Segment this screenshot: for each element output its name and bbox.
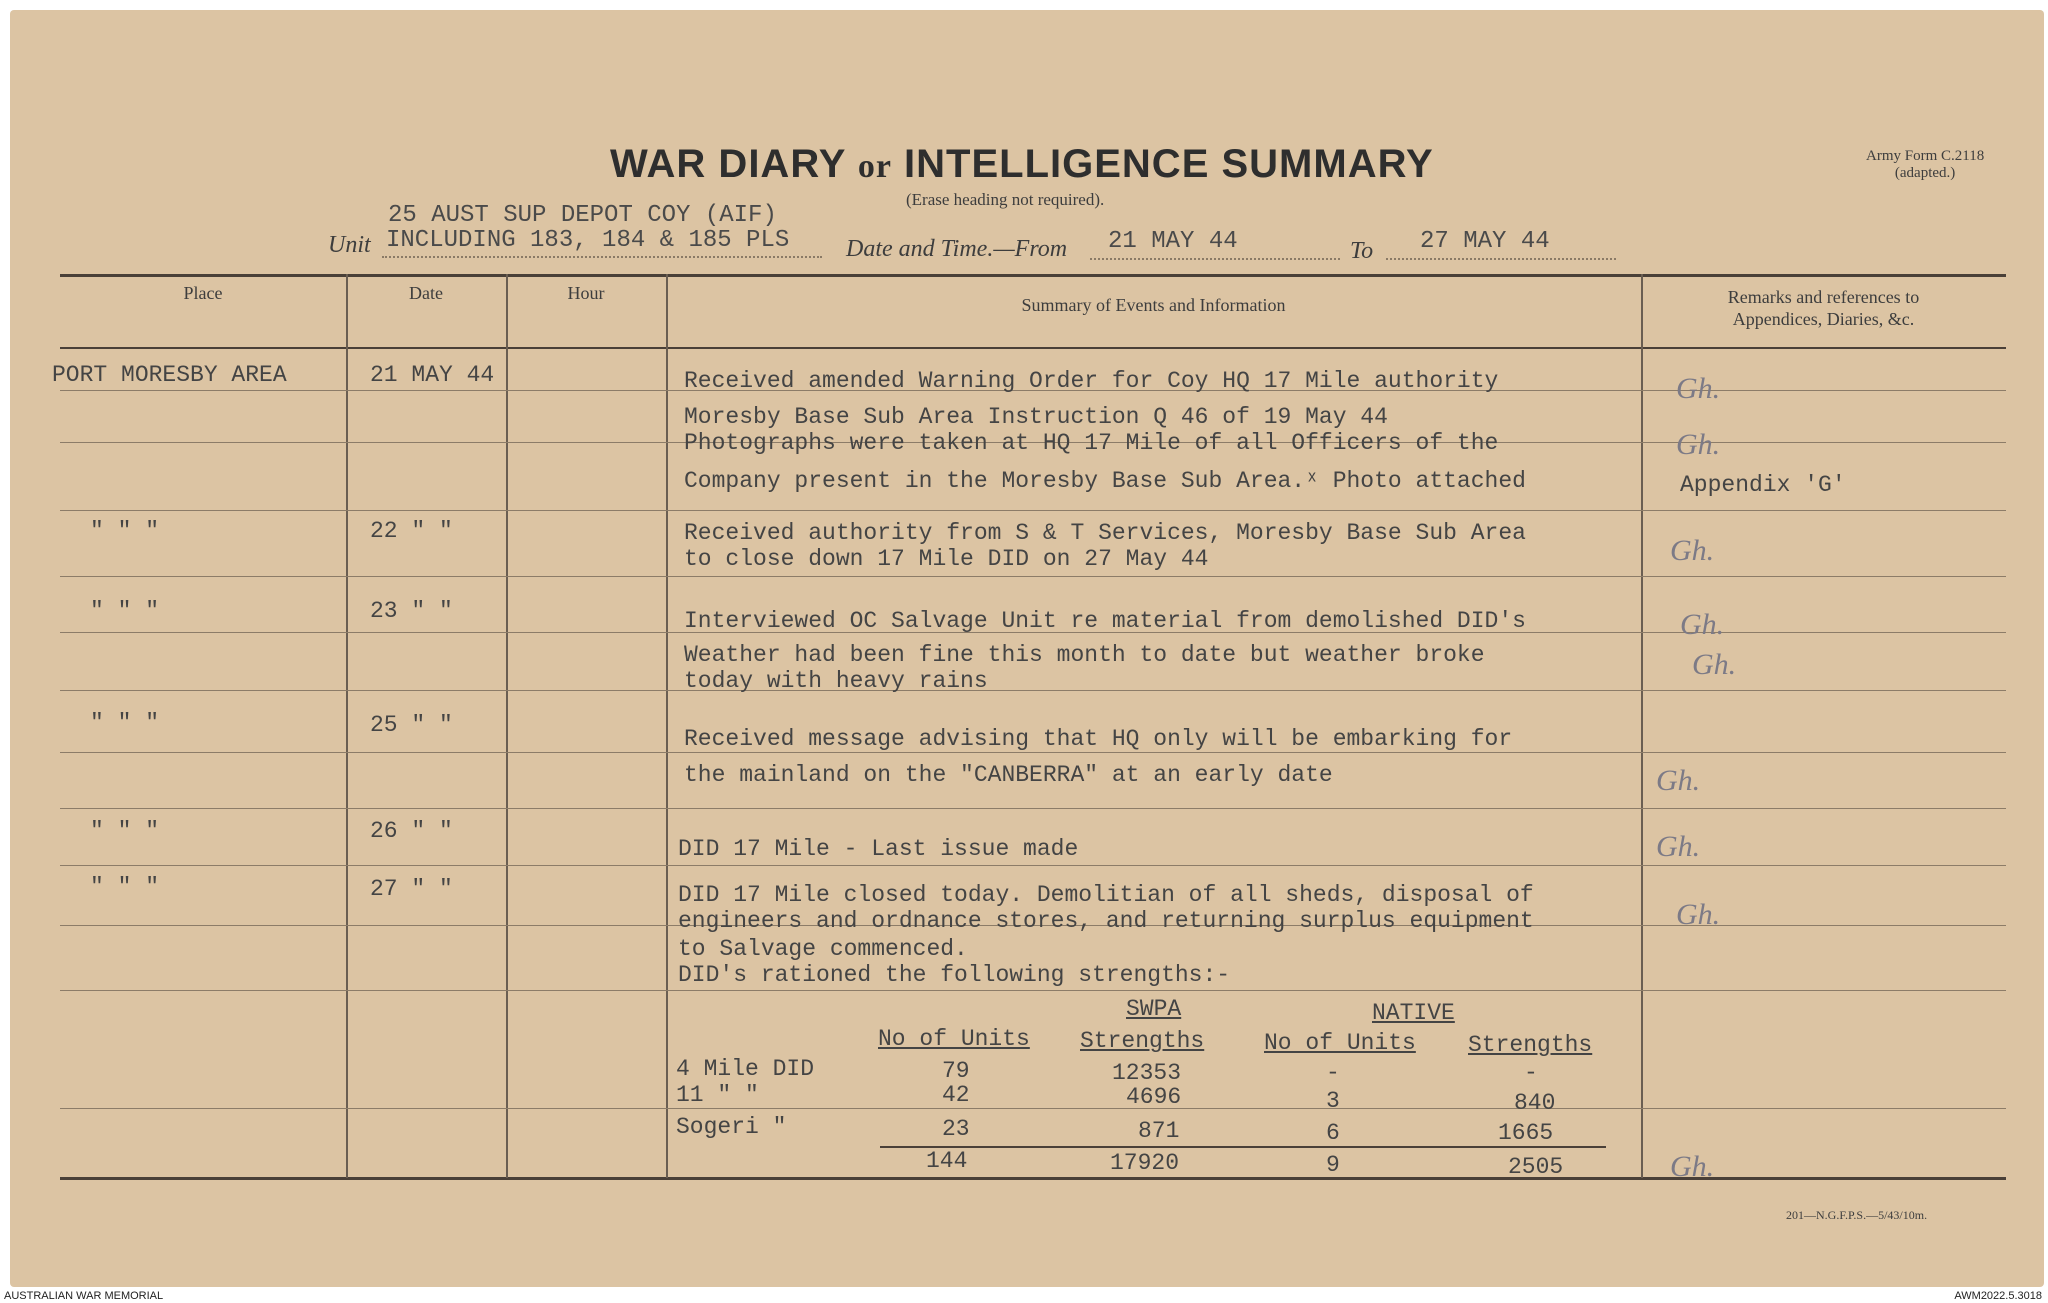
col-divider-place <box>346 274 348 1178</box>
strength-row-name: 11 " " <box>676 1082 759 1108</box>
date-to-label: To <box>1350 238 1374 264</box>
header-remarks-line2: Appendices, Diaries, &c. <box>1732 309 1915 329</box>
army-form-number <box>1866 148 1984 182</box>
date-from-dotted-line <box>1090 258 1340 260</box>
strength-row-native-strengths: 1665 <box>1498 1120 1554 1146</box>
date-to-value: 27 MAY 44 <box>1420 228 1550 255</box>
strength-row-native-units: - <box>1326 1060 1340 1086</box>
entry-text: Weather had been fine this month to date but weather broke <box>684 642 1485 668</box>
strength-row-units: 79 <box>942 1058 970 1084</box>
entry-text: DID 17 Mile closed today. Demolitian of all sheds, disposal of <box>678 882 1534 908</box>
strength-row-native-strengths: 840 <box>1514 1090 1556 1116</box>
initials-signature: Gh. <box>1676 428 1721 461</box>
strength-row-native-units: 6 <box>1326 1120 1340 1146</box>
initials-signature: Gh. <box>1656 764 1701 797</box>
initials-signature: Gh. <box>1670 534 1715 567</box>
title-intelligence-summary: INTELLIGENCE SUMMARY <box>904 142 1434 186</box>
entry-text: Interviewed OC Salvage Unit re material from demolished DID's <box>684 608 1526 634</box>
strength-row-name: Sogeri " <box>676 1114 787 1140</box>
army-form-line1: Army Form C.2118 <box>1866 148 1985 164</box>
place-ditto: " " " <box>90 518 160 544</box>
initials-signature: Gh. <box>1656 830 1701 863</box>
strength-row-strengths: 871 <box>1138 1118 1180 1144</box>
col-native-strengths: Strengths <box>1468 1032 1593 1058</box>
strength-row-native-strengths: - <box>1524 1060 1538 1086</box>
initials-signature: Gh. <box>1680 608 1725 641</box>
date-23: 23 " " <box>370 598 453 624</box>
header-place: Place <box>183 283 223 303</box>
row-line <box>60 865 2006 866</box>
row-line <box>60 510 2006 511</box>
row-line <box>60 1108 2006 1109</box>
entry-text: Moresby Base Sub Area Instruction Q 46 of 19 May 44 <box>684 404 1388 430</box>
entry-text: Photographs were taken at HQ 17 Mile of all Officers of the <box>684 430 1499 456</box>
date-to-dotted-line <box>1386 258 1616 260</box>
header-remarks-line1: Remarks and references to <box>1727 287 1920 307</box>
entry-text: Received amended Warning Order for Coy HQ 17 Mile authority <box>684 368 1499 394</box>
title-war-diary: WAR DIARY <box>610 142 846 186</box>
date-22: 22 " " <box>370 518 453 544</box>
header-hour: Hour <box>567 283 605 303</box>
row-line <box>60 990 2006 991</box>
total-units: 144 <box>926 1148 968 1174</box>
place-ditto: " " " <box>90 710 160 736</box>
entry-text: Received message advising that HQ only will be embarking for <box>684 726 1513 752</box>
row-line <box>60 690 2006 691</box>
date-26: 26 " " <box>370 818 453 844</box>
strength-row-units: 42 <box>942 1082 970 1108</box>
army-form-line2: (adapted.) <box>1894 165 1956 181</box>
place-port-moresby: PORT MORESBY AREA <box>52 362 287 388</box>
war-diary-sheet <box>10 10 2044 1287</box>
group-native: NATIVE <box>1372 1000 1455 1026</box>
row-line <box>60 752 2006 753</box>
table-top-rule <box>60 274 2006 277</box>
date-from-label: Date and Time.—From <box>846 236 1068 262</box>
entry-text: DID 17 Mile - Last issue made <box>678 836 1079 862</box>
strength-row-native-units: 3 <box>1326 1088 1340 1114</box>
form-title <box>610 142 1434 187</box>
strength-row-strengths: 4696 <box>1126 1084 1182 1110</box>
date-21-may: 21 MAY 44 <box>370 362 495 388</box>
printer-note: 201—N.G.F.P.S.—5/43/10m. <box>1786 1208 1928 1222</box>
total-rule <box>880 1146 1606 1148</box>
total-native-units: 9 <box>1326 1152 1340 1178</box>
header-remarks <box>1641 286 2006 330</box>
col-swpa-units: No of Units <box>878 1026 1030 1052</box>
header-date: Date <box>409 283 443 303</box>
unit-dotted-line <box>382 256 822 258</box>
col-native-units: No of Units <box>1264 1030 1416 1056</box>
date-27: 27 " " <box>370 876 453 902</box>
col-divider-summary <box>1641 274 1643 1178</box>
strength-row-units: 23 <box>942 1116 970 1142</box>
group-swpa: SWPA <box>1126 996 1182 1022</box>
unit-label: Unit <box>328 232 371 258</box>
col-divider-date <box>506 274 508 1178</box>
place-ditto: " " " <box>90 818 160 844</box>
unit-name-line1: 25 AUST SUP DEPOT COY (AIF) <box>388 202 777 229</box>
total-native-strengths: 2505 <box>1508 1154 1564 1180</box>
strength-row-strengths: 12353 <box>1112 1060 1182 1086</box>
initials-signature: Gh. <box>1692 648 1737 681</box>
initials-signature: Gh. <box>1676 372 1721 405</box>
date-25: 25 " " <box>370 712 453 738</box>
remark-appendix-g: Appendix 'G' <box>1680 472 1846 498</box>
strength-row-name: 4 Mile DID <box>676 1056 815 1082</box>
total-strengths: 17920 <box>1110 1150 1180 1176</box>
archive-reference: AWM2022.5.3018 <box>1954 1290 2042 1302</box>
entry-text: to close down 17 Mile DID on 27 May 44 <box>684 546 1209 572</box>
unit-name-line2: INCLUDING 183, 184 & 185 PLS <box>386 227 790 254</box>
initials-signature: Gh. <box>1670 1150 1715 1183</box>
entry-text: Company present in the Moresby Base Sub Area.ˣ Photo attached <box>684 468 1526 494</box>
row-line <box>60 576 2006 577</box>
archive-credit: AUSTRALIAN WAR MEMORIAL <box>4 1290 164 1302</box>
col-swpa-strengths: Strengths <box>1080 1028 1205 1054</box>
entry-text: engineers and ordnance stores, and returning surplus equipment <box>678 908 1534 934</box>
entry-text: to Salvage commenced. <box>678 936 968 962</box>
erase-note: (Erase heading not required). <box>906 190 1105 209</box>
entry-text: DID's rationed the following strengths:- <box>678 962 1231 988</box>
entry-text: the mainland on the "CANBERRA" at an early date <box>684 762 1333 788</box>
title-or: or <box>857 148 892 185</box>
row-line <box>60 808 2006 809</box>
header-bottom-rule <box>60 347 2006 349</box>
header-summary: Summary of Events and Information <box>1021 295 1286 315</box>
place-ditto: " " " <box>90 874 160 900</box>
date-from-value: 21 MAY 44 <box>1108 228 1238 255</box>
place-ditto: " " " <box>90 598 160 624</box>
col-divider-hour <box>666 274 668 1178</box>
initials-signature: Gh. <box>1676 898 1721 931</box>
entry-text: today with heavy rains <box>684 668 988 694</box>
entry-text: Received authority from S & T Services, Moresby Base Sub Area <box>684 520 1526 546</box>
